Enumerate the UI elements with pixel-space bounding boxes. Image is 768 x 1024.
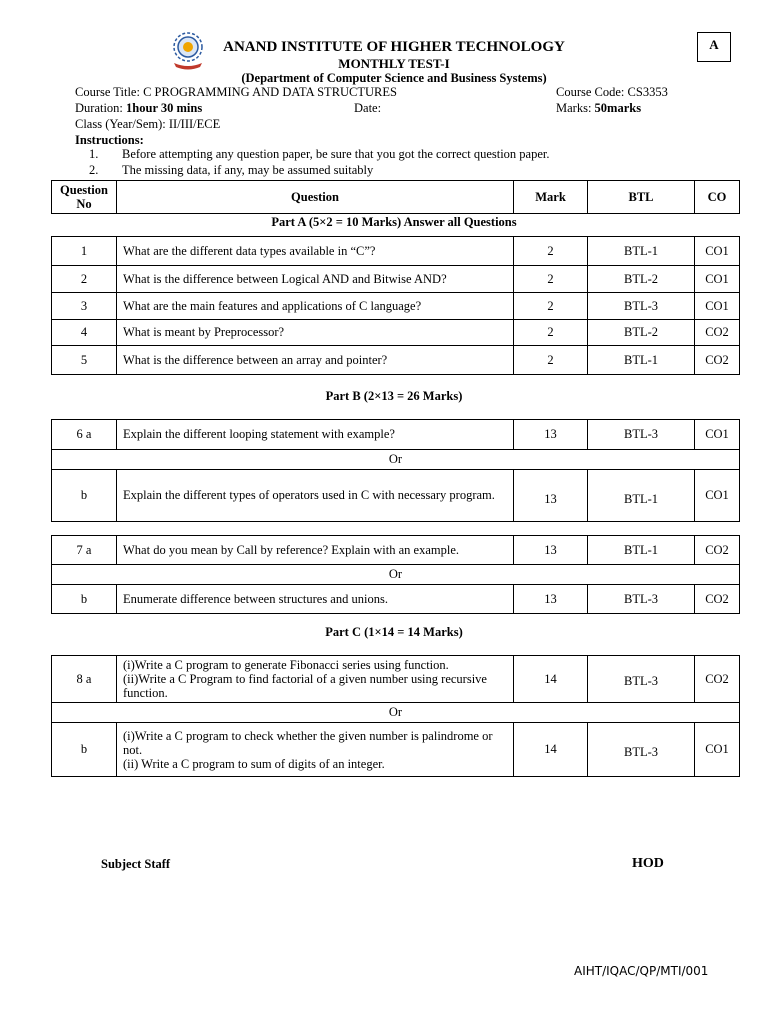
question-text: What is the difference between an array and pointer? <box>117 346 514 375</box>
question-btl: BTL-3 <box>588 420 695 450</box>
test-name: MONTHLY TEST-I <box>338 56 450 71</box>
instruction-text: Before attempting any question paper, be sure that you got the correct question paper. <box>122 147 550 161</box>
or-label: Or <box>52 703 740 723</box>
question-btl: BTL-1 <box>588 237 695 266</box>
course-title: Course Title: C PROGRAMMING AND DATA STRUCTURES <box>75 85 397 99</box>
subject-staff-signature: Subject Staff <box>101 857 171 871</box>
question-co: CO1 <box>695 420 740 450</box>
question-number: b <box>52 723 117 777</box>
question-part: (i)Write a C program to generate Fibonacci series using function. <box>123 658 449 672</box>
question-8-table <box>51 655 740 777</box>
question-co: CO2 <box>695 320 740 346</box>
document-code: AIHT/IQAC/QP/MTI/001 <box>574 964 709 978</box>
question-mark: 2 <box>514 293 588 320</box>
question-text: What is meant by Preprocessor? <box>117 320 514 346</box>
question-number: 7 a <box>52 536 117 565</box>
question-number: 3 <box>52 293 117 320</box>
question-text: What are the main features and applications of C language? <box>117 293 514 320</box>
part-b-title: Part B (2×13 = 26 Marks) <box>325 389 463 403</box>
question-co: CO1 <box>695 470 740 522</box>
question-co: CO2 <box>695 536 740 565</box>
question-co: CO1 <box>695 266 740 293</box>
table-row <box>52 723 740 777</box>
table-row <box>52 320 740 346</box>
question-co: CO2 <box>695 346 740 375</box>
question-6-table <box>51 419 740 522</box>
question-mark: 2 <box>514 266 588 293</box>
or-row <box>52 703 740 723</box>
question-btl: BTL-1 <box>588 346 695 375</box>
question-text: What do you mean by Call by reference? Explain with an example. <box>117 536 514 565</box>
table-row <box>52 420 740 450</box>
table-row <box>52 346 740 375</box>
question-7-table <box>51 535 740 614</box>
table-row <box>52 656 740 703</box>
question-mark: 2 <box>514 237 588 266</box>
or-label: Or <box>52 450 740 470</box>
question-text: What are the different data types available in “C”? <box>117 237 514 266</box>
header-mark: Mark <box>514 181 588 214</box>
question-mark: 13 <box>514 420 588 450</box>
question-co: CO2 <box>695 585 740 614</box>
class-sem: Class (Year/Sem): II/III/ECE <box>75 117 221 131</box>
question-btl: BTL-1 <box>588 536 695 565</box>
question-part: (ii) Write a C program to sum of digits of an integer. <box>123 756 385 771</box>
question-text <box>117 656 514 703</box>
question-text <box>117 723 514 777</box>
header-co: CO <box>695 181 740 214</box>
header-btl: BTL <box>588 181 695 214</box>
part-c-title: Part C (1×14 = 14 Marks) <box>325 625 463 639</box>
question-btl: BTL-3 <box>588 293 695 320</box>
question-btl: BTL-2 <box>588 266 695 293</box>
question-mark: 13 <box>514 470 588 522</box>
question-number: 2 <box>52 266 117 293</box>
or-label: Or <box>52 565 740 585</box>
table-row <box>52 237 740 266</box>
or-row <box>52 565 740 585</box>
question-number: b <box>52 470 117 522</box>
or-row <box>52 450 740 470</box>
table-row <box>52 266 740 293</box>
question-number: 4 <box>52 320 117 346</box>
question-co: CO2 <box>695 656 740 703</box>
question-btl: BTL-2 <box>588 320 695 346</box>
question-btl: BTL-3 <box>588 656 695 703</box>
header-qno: Question No <box>52 181 117 214</box>
table-row <box>52 585 740 614</box>
header-question: Question <box>117 181 514 214</box>
question-number: b <box>52 585 117 614</box>
duration: Duration: 1hour 30 mins <box>75 101 203 115</box>
institute-name: ANAND INSTITUTE OF HIGHER TECHNOLOGY <box>223 39 565 55</box>
course-code: Course Code: CS3353 <box>556 85 668 99</box>
total-marks: Marks: 50marks <box>556 101 642 115</box>
question-number: 8 a <box>52 656 117 703</box>
question-text: What is the difference between Logical AND and Bitwise AND? <box>117 266 514 293</box>
question-mark: 14 <box>514 656 588 703</box>
table-row <box>52 536 740 565</box>
date-field: Date: <box>354 101 382 115</box>
part-a-table <box>51 236 740 375</box>
question-set-box: A <box>697 32 731 62</box>
question-btl: BTL-1 <box>588 470 695 522</box>
question-co: CO1 <box>695 723 740 777</box>
part-a-title: Part A (5×2 = 10 Marks) Answer all Questions <box>271 215 517 229</box>
question-part: (i)Write a C program to check whether the given number is palindrome or not. <box>123 728 493 757</box>
question-text: Explain the different types of operators used in C with necessary program. <box>117 470 514 522</box>
question-co: CO1 <box>695 293 740 320</box>
table-row <box>52 293 740 320</box>
question-text: Explain the different looping statement with example? <box>117 420 514 450</box>
instruction-number: 2. <box>89 163 99 177</box>
question-number: 5 <box>52 346 117 375</box>
question-btl: BTL-3 <box>588 585 695 614</box>
table-header <box>51 180 740 214</box>
question-mark: 14 <box>514 723 588 777</box>
question-number: 1 <box>52 237 117 266</box>
hod-signature: HOD <box>632 856 664 871</box>
department-name: (Department of Computer Science and Business Systems) <box>241 71 547 85</box>
table-row <box>52 470 740 522</box>
instructions-title: Instructions: <box>75 133 144 147</box>
instruction-number: 1. <box>89 147 99 161</box>
instruction-text: The missing data, if any, may be assumed suitably <box>122 163 374 177</box>
question-mark: 13 <box>514 585 588 614</box>
question-mark: 2 <box>514 320 588 346</box>
question-mark: 2 <box>514 346 588 375</box>
question-number: 6 a <box>52 420 117 450</box>
question-co: CO1 <box>695 237 740 266</box>
question-part: (ii)Write a C Program to find factorial of a given number using recursive function. <box>123 672 487 700</box>
question-mark: 13 <box>514 536 588 565</box>
question-btl: BTL-3 <box>588 723 695 777</box>
question-text: Enumerate difference between structures and unions. <box>117 585 514 614</box>
